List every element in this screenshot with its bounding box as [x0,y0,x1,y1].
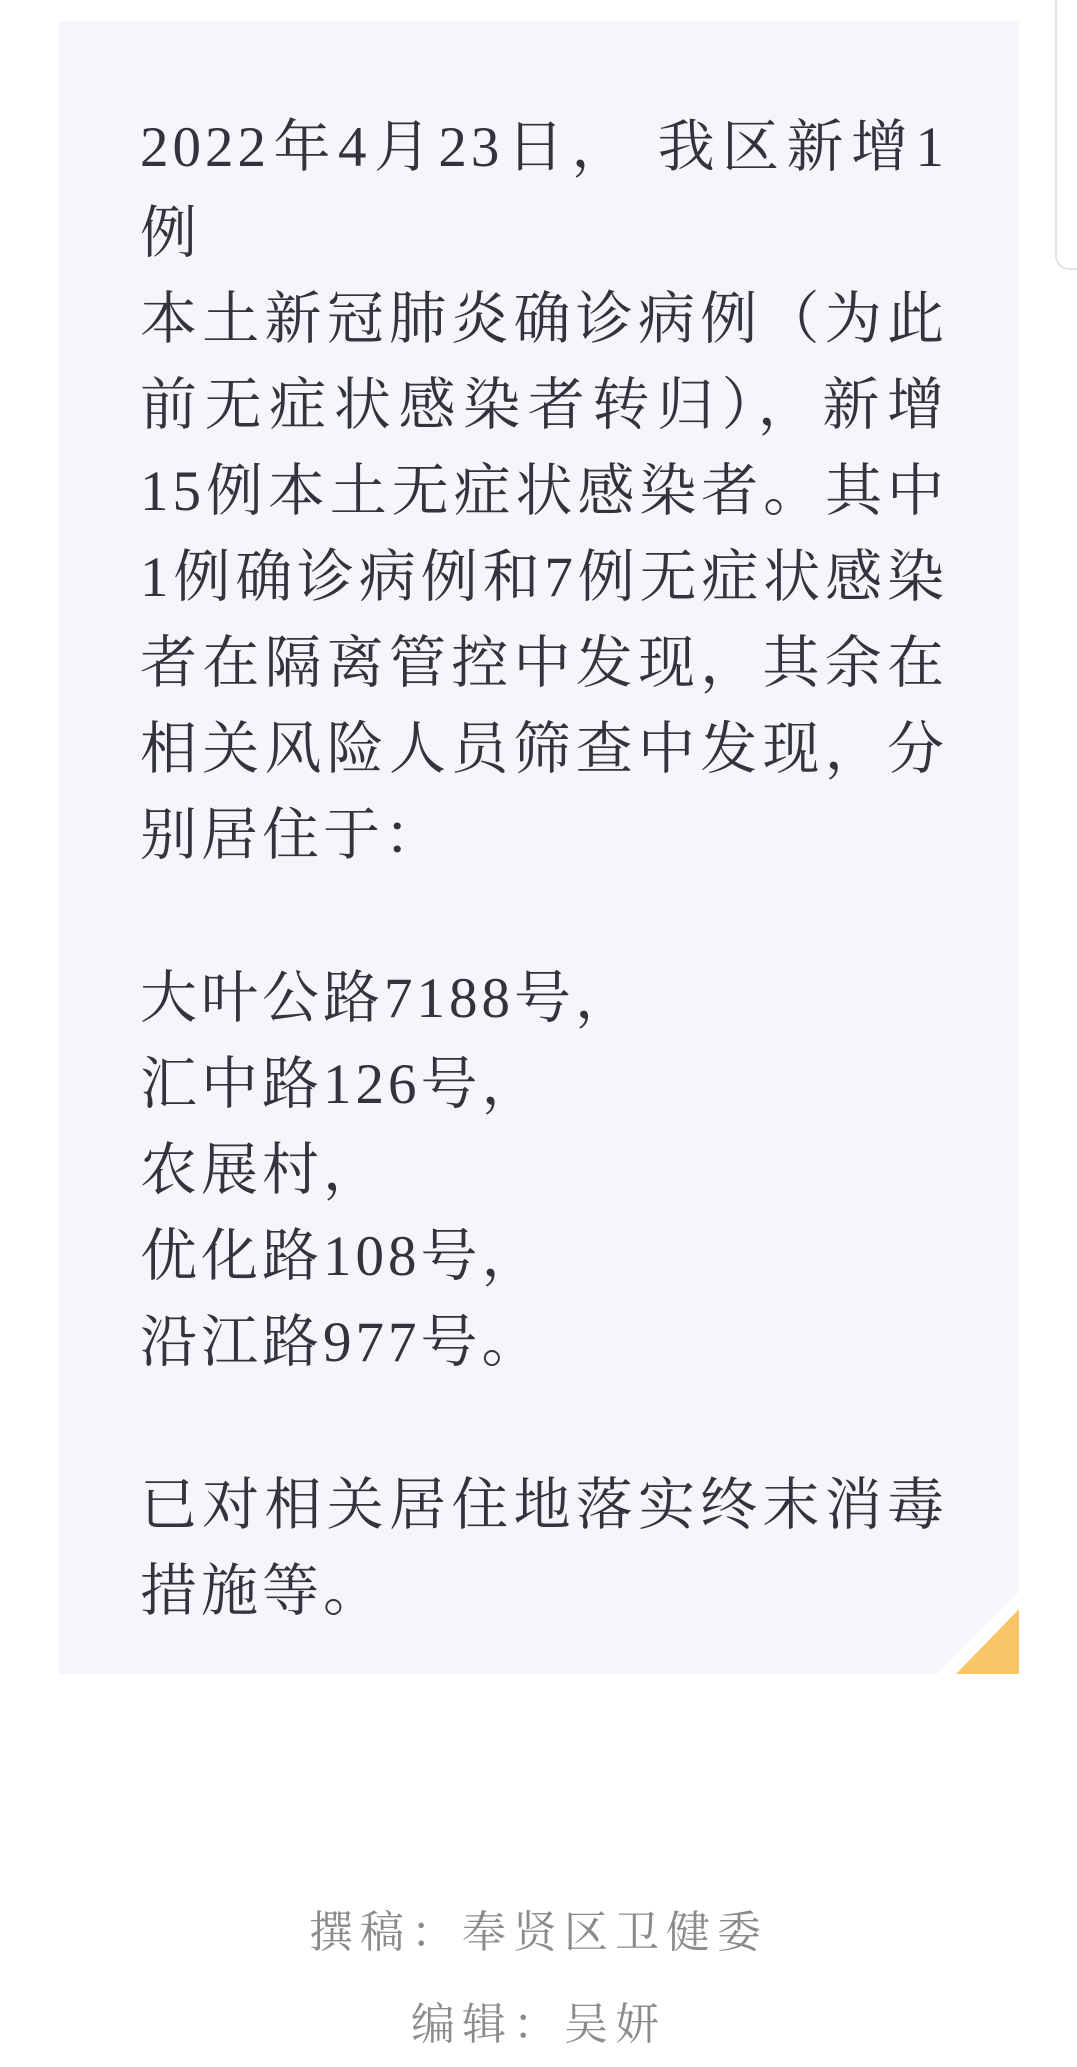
notice-line: 2022年4月23日， 我区新增1例 [140,116,948,265]
notice-line: 已对相关居住地落实终末消毒 [140,1474,948,1537]
notice-line: 本土新冠肺炎确诊病例（为此 [140,288,948,351]
address-line: 汇中路126号， [140,1053,543,1116]
notice-card [58,21,1019,1674]
author-credit: 撰稿：奉贤区卫健委 [309,1908,768,1957]
notice-text [140,105,948,1635]
notice-line: 前无症状感染者转归），新增 [140,374,948,437]
address-line: 大叶公路7188号， [140,967,636,1030]
folded-corner-icon [956,1609,1019,1674]
paragraph-disinfection [140,1463,948,1635]
paragraph-summary [140,105,948,879]
notice-line: 相关风险人员筛查中发现，分 [140,718,948,781]
notice-line: 1例确诊病例和7例无症状感染 [140,546,948,609]
notice-line: 者在隔离管控中发现，其余在 [140,632,948,695]
address-line: 农展村， [140,1139,384,1202]
notice-line: 措施等。 [140,1560,384,1623]
address-line: 优化路108号， [140,1225,543,1288]
paragraph-addresses [140,956,948,1386]
notice-line: 15例本土无症状感染者。其中 [140,460,948,523]
credits [58,1887,1019,2067]
editor-credit: 编辑：吴妍 [411,2000,666,2049]
side-floating-panel[interactable] [1055,0,1077,270]
folded-corner [937,1592,1019,1674]
address-line: 沿江路977号。 [140,1311,543,1374]
notice-line: 别居住于： [140,804,445,867]
